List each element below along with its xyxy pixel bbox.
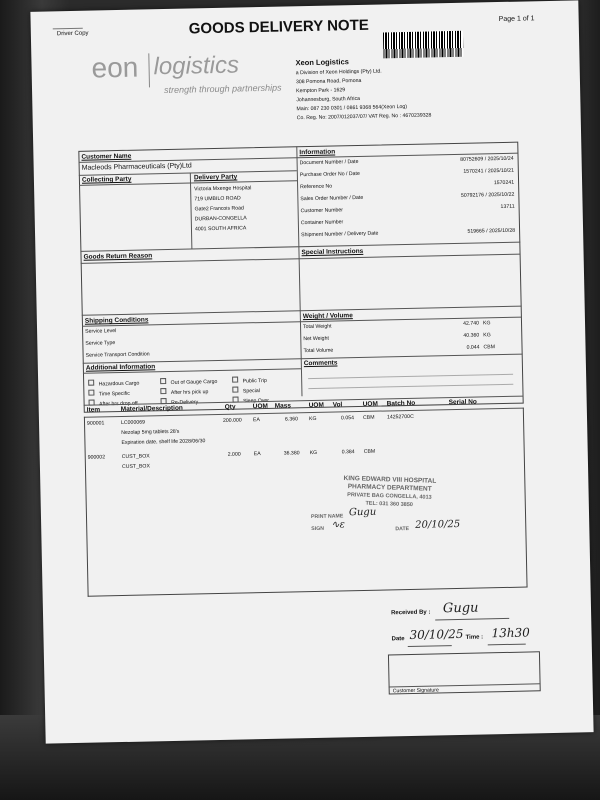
col-header-item: Item [86,406,101,414]
rule [488,644,526,646]
cell-material: CUST_BOX [121,453,150,461]
company-details [295,55,431,121]
stamp-print-name-label: PRINT NAME [310,513,344,521]
rule [408,645,452,647]
weight-unit: KG [483,332,491,339]
checkbox-label: After hrs drop off [99,400,138,408]
company-line: 308 Pomona Road, Pomona [295,77,362,86]
col-header-batch: Batch No [386,399,416,408]
cell-description: CUST_BOX [121,463,150,471]
logo-divider [148,53,150,87]
col-header-mass: Mass [274,402,292,410]
comments-label: Comments [303,359,338,368]
delivery-note-paper [30,0,593,743]
delivery-party-label: Delivery Party [193,173,238,182]
stamp-line: PHARMACY DEPARTMENT [347,483,432,493]
info-row-label: Container Number [300,219,344,227]
customer-signature-label: Customer Signature [392,687,439,695]
checkbox-label: After hrs pick up [170,389,209,396]
cell-mass: 36.380 [283,450,300,457]
cell-vol-uom: CBM [363,448,376,455]
copy-label: Driver Copy [56,30,89,38]
info-row-value: 1570241 [493,179,515,187]
collecting-party-label: Collecting Party [81,175,132,184]
received-date[interactable]: 30/10/25 [409,626,464,643]
page-title: GOODS DELIVERY NOTE [188,16,369,38]
stamp-signature: ∿ε [331,519,346,531]
weight-value: 42.740 [463,320,480,327]
weight-label: Net Weight [303,335,329,343]
checkbox-label: Out of Gauge Cargo [170,378,218,386]
barcode [383,31,464,59]
cell-qty: 2.000 [227,451,241,458]
checkbox-label: Public Trip [242,377,267,385]
checkbox-label: Special [242,388,260,395]
cell-item: 900001 [86,420,105,427]
address-line: Gate2 Francois Road [194,205,244,213]
service-transport-label: Service Transport Condition [85,351,150,359]
service-type-label: Service Type [85,340,116,347]
cell-vol: 0.054 [340,415,355,422]
information-label: Information [299,148,336,157]
stamp-line: KING EDWARD VIII HOSPITAL [343,474,437,485]
special-instructions-label: Special Instructions [301,247,364,257]
received-time[interactable]: 13h30 [491,625,530,641]
address-line: 719 UMBILO ROAD [194,195,241,203]
logo-word-logistics: logistics [153,51,240,81]
col-header-uom: UOM [252,402,268,411]
rule [435,618,509,621]
col-header-serial: Serial No [448,398,477,407]
cell-vol: 0.384 [341,449,355,456]
checkbox-label: Re-Delivery [171,399,199,406]
cell-description: Nezolap 5mg tablets 28's [121,428,180,437]
col-header-qty: Qty [224,403,236,411]
weight-value: 40.360 [463,332,480,339]
time-label: Time : [465,634,484,641]
address-line: 4001 SOUTH AFRICA [194,225,247,233]
cell-mass-uom: KG [308,415,317,423]
shipping-conditions-label: Shipping Conditions [84,316,149,325]
cell-qty: 200.000 [222,417,242,424]
company-name: Xeon Logistics [295,57,349,68]
additional-info-label: Additional Information [85,363,156,372]
received-by-label: Received By : [391,609,431,617]
service-level-label: Service Level [85,328,117,335]
checkbox-label: Hazardous Cargo [98,380,140,388]
weight-label: Total Weight [302,323,332,331]
info-row-value: 1570241 / 2025/10/21 [463,167,514,175]
stamp-date-label: DATE [395,526,410,533]
address-line: Victoria Mxenge Hospital [194,185,252,193]
cell-uom: EA [253,451,261,458]
company-line: Kempton Park - 1629 [296,87,346,95]
info-row-value: 13711 [500,203,515,211]
weight-unit: KG [482,320,491,327]
info-row-value: 519665 / 2025/10/28 [467,227,516,235]
info-row-value: 50792176 / 2025/10/22 [460,191,515,199]
delivery-address [194,185,252,232]
customer-name-label: Customer Name [81,152,132,161]
logo-tagline: strength through partnerships [163,82,282,96]
company-line: Main: 087 230 0301 / 0861 9368 564(Xeon Log) [296,103,408,113]
cell-material: LC000069 [120,419,146,427]
weight-label: Total Volume [303,347,334,355]
col-header-vol: Vol [332,401,343,409]
stamp-sign-label: SIGN [311,525,325,533]
checkbox-label: Sleep Over [242,397,270,405]
address-line: DURBAN-CONGELLA [194,215,247,223]
cell-vol-uom: CBM [362,414,375,421]
logo-word-eon: eon [91,51,139,84]
info-row-label: Reference No [300,183,333,191]
weight-unit: CBM [483,344,496,351]
col-header-uom3: UOM [362,400,378,408]
cell-mass: 6.360 [284,416,299,423]
col-header-material: Material/Description [120,404,183,414]
cell-mass-uom: KG [309,449,318,457]
info-row-value: 80752609 / 2025/10/24 [460,155,514,163]
cell-batch: 14252700C [386,413,414,421]
stamp-line: PRIVATE BAG CONGELLA, 4013 [347,492,432,501]
return-reason-label: Goods Return Reason [83,252,153,261]
date-label: Date [391,636,405,643]
checkbox-label: Time Specific [98,390,130,398]
page-number: Page 1 of 1 [498,15,535,24]
stamp-line: TEL: 031 360 3850 [365,500,413,509]
pen-mark [53,28,83,30]
cell-item: 900002 [87,454,106,461]
company-line: Co. Reg. No: 2007/012037/07/ VAT Reg. No : 4670239328 [296,112,432,122]
info-row-label: Shipment Number / Delivery Date [301,230,379,239]
info-row-label: Sales Order Number / Date [300,194,364,203]
info-row-label: Customer Number [300,207,344,215]
customer-name-value: Macleods Pharmaceuticals (Pty)Ltd [81,162,192,172]
info-row-label: Purchase Order No / Date [299,170,360,179]
received-by-signature[interactable]: Gugu [442,600,479,617]
weight-value: 0.044 [466,344,480,351]
company-line: Johannesburg, South Africa [296,95,361,104]
col-header-uom2: UOM [308,401,324,410]
information-rows [300,156,516,244]
stamp-handwritten-name: Gugu [348,506,377,519]
weight-volume-label: Weight / Volume [302,312,353,321]
info-row-label: Document Number / Date [299,158,359,167]
hospital-stamp [304,474,475,511]
cell-uom: EA [252,417,260,424]
cell-description: Expiration date, shelf life 2028/06/30 [121,438,206,447]
company-line: a Division of Xeon Holdings (Pty) Ltd. [295,68,382,77]
stamp-handwritten-date: 20/10/25 [415,518,461,531]
